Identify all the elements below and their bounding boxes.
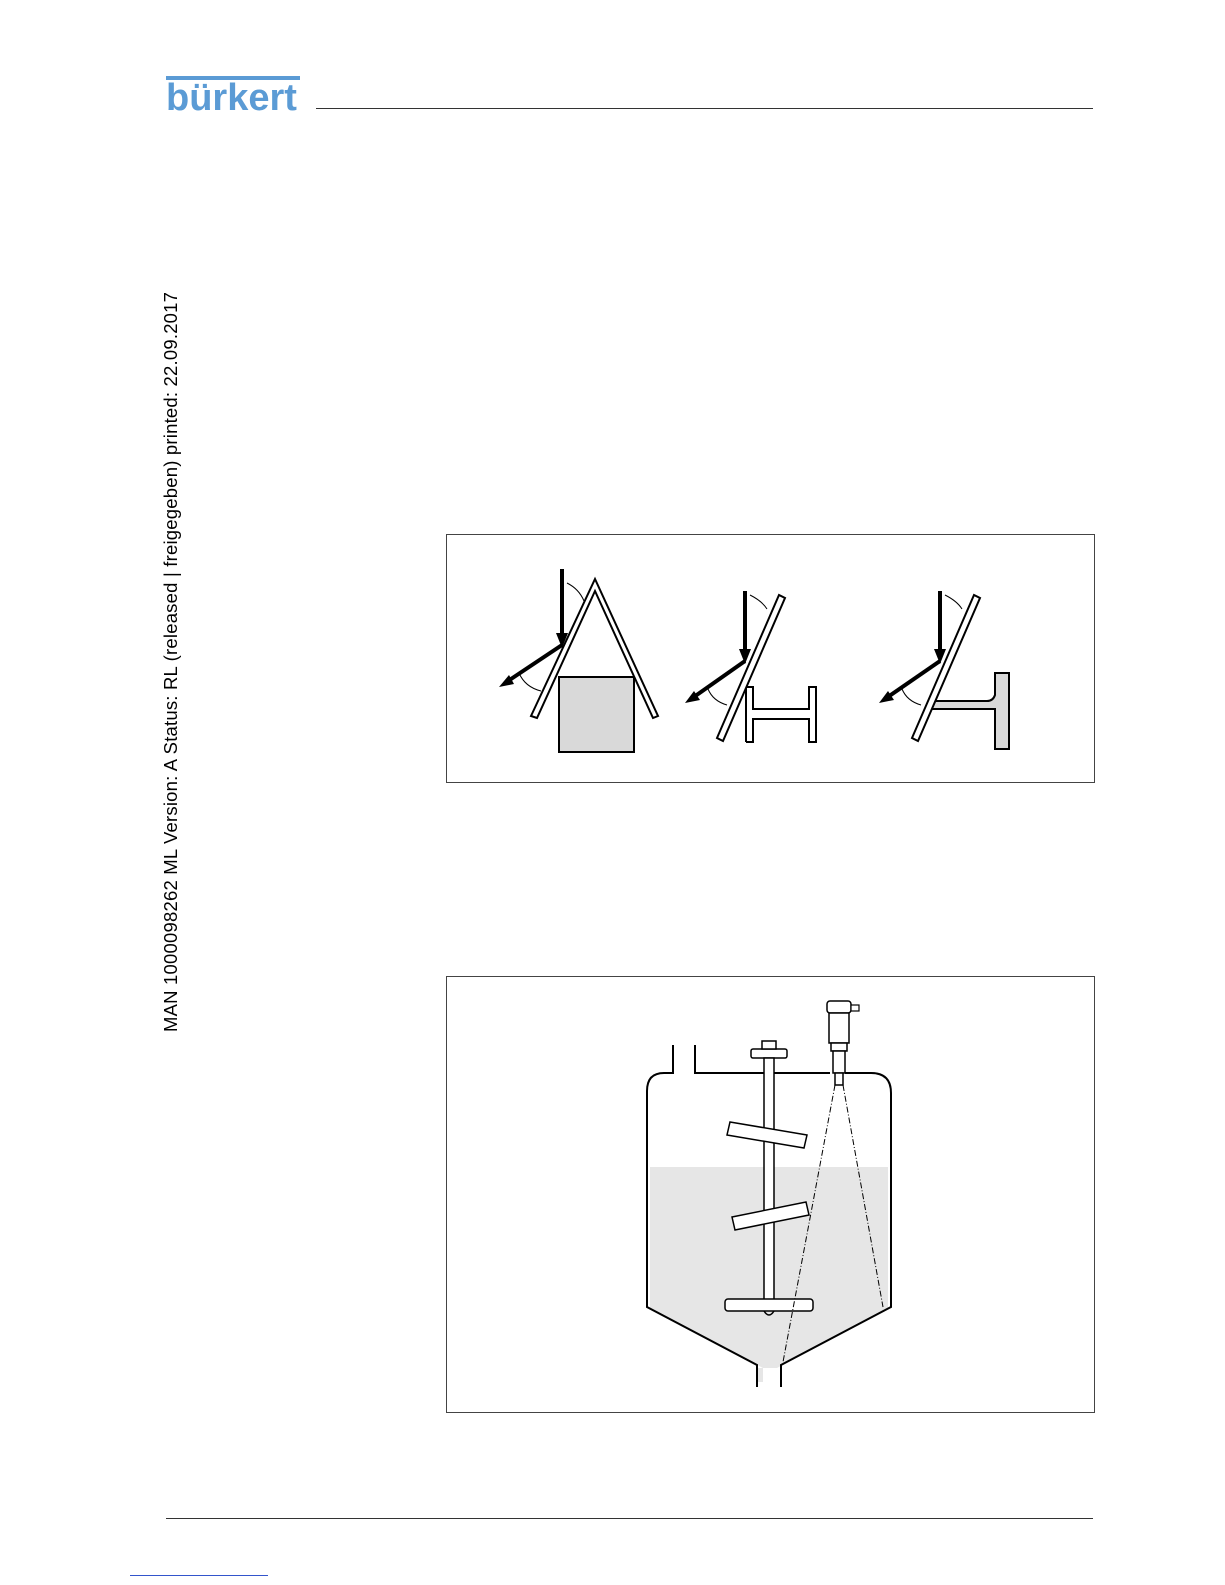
footer-link-underline — [130, 1575, 268, 1576]
t-profile — [879, 591, 1009, 749]
header-rule — [316, 108, 1093, 109]
burkert-logo — [166, 74, 300, 118]
figure-deflector-plates — [446, 534, 1095, 783]
i-beam-profile — [685, 591, 816, 742]
tank-with-agitator-icon — [447, 977, 1094, 1412]
figure-tank-agitator — [446, 976, 1095, 1413]
square-profile-with-roof — [499, 569, 658, 752]
document-info-vertical: MAN 1000098262 ML Version: A Status: RL (released | freigegeben) printed: 22.09.2017 — [160, 291, 181, 1032]
footer-rule — [166, 1518, 1093, 1519]
reflector-plates-icon — [447, 535, 1094, 782]
logo-text: bürkert — [166, 77, 297, 119]
